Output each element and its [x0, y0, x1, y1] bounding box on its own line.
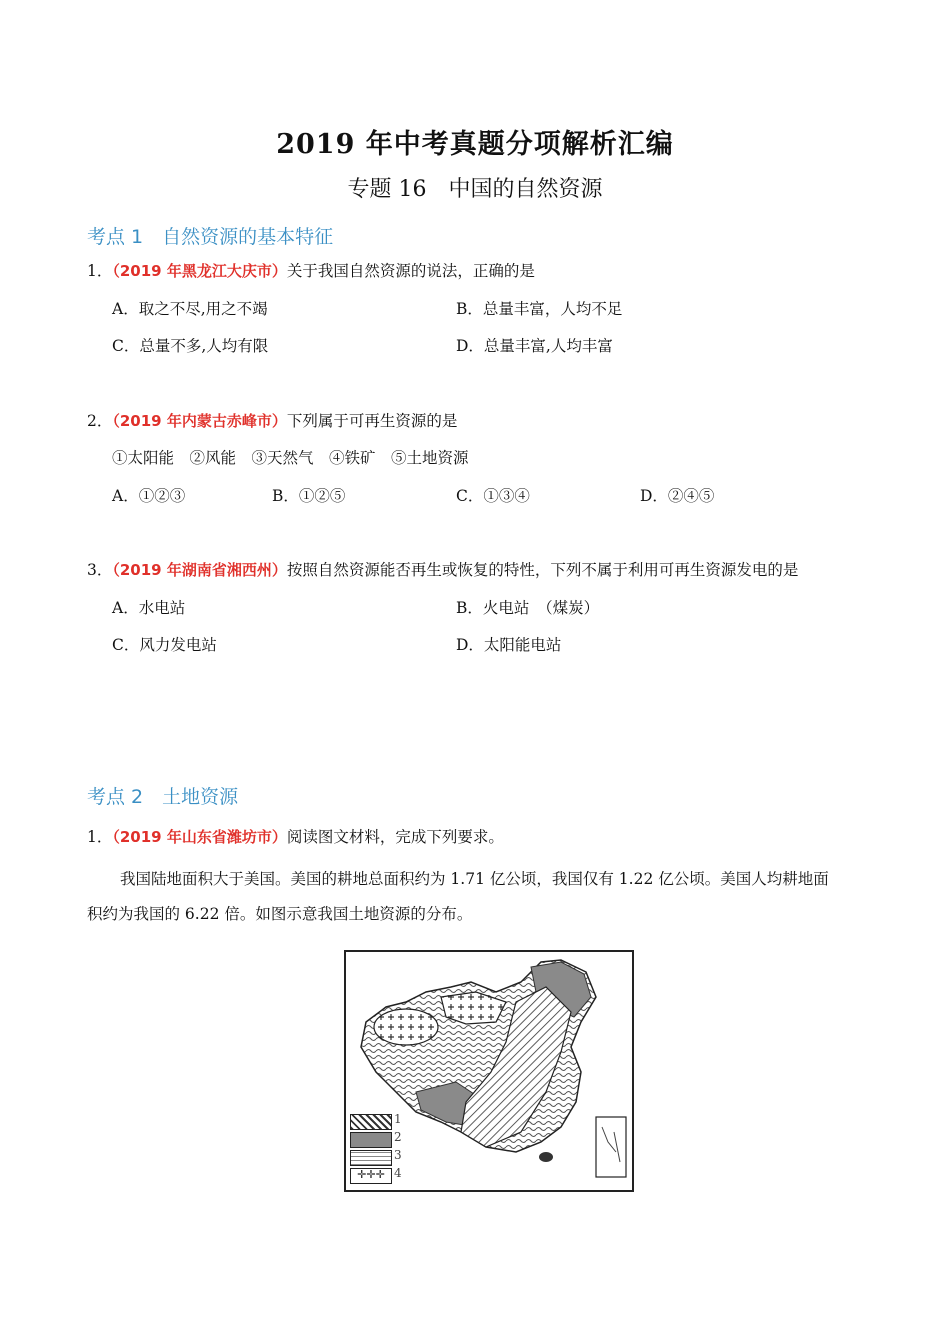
document-subtitle: 专题 16 中国的自然资源 — [347, 177, 603, 202]
legend-swatch-4: ✛✛✛ — [350, 1168, 392, 1184]
question-4 — [87, 825, 504, 847]
question-number: 2． — [87, 412, 113, 430]
material-paragraph-line-1: 我国陆地面积大于美国。美国的耕地总面积约为 1.71 亿公顷，我国仅有 1.22 亿公顷。美国人均耕地面 — [120, 870, 829, 888]
legend-label-4: 4 — [394, 1166, 402, 1180]
question-source: （2019 年山东省潍坊市） — [112, 828, 287, 846]
document-title: 2019 年中考真题分项解析汇编 — [276, 129, 674, 160]
question-stem: 关于我国自然资源的说法，正确的是 — [286, 262, 535, 280]
question-number: 1． — [87, 828, 113, 846]
option-d: D．太阳能电站 — [456, 636, 562, 654]
question-stem: 下列属于可再生资源的是 — [286, 412, 458, 430]
section-heading-1: 考点 1 自然资源的基本特征 — [87, 226, 334, 248]
question-source: （2019 年黑龙江大庆市） — [112, 262, 287, 280]
map-inset-south-sea — [596, 1117, 626, 1177]
option-a: A．取之不尽,用之不竭 — [112, 300, 268, 318]
question-source: （2019 年湖南省湘西州） — [112, 561, 287, 579]
option-c: C．总量不多,人均有限 — [112, 337, 269, 355]
option-a: A．水电站 — [112, 599, 186, 617]
option-d: D．②④⑤ — [640, 487, 715, 505]
question-number: 3． — [87, 561, 113, 579]
option-c: C．①③④ — [456, 487, 530, 505]
option-c: C．风力发电站 — [112, 636, 217, 654]
map-region-4 — [374, 1009, 438, 1045]
legend-label-3: 3 — [394, 1148, 402, 1162]
section-heading-2: 考点 2 土地资源 — [87, 786, 239, 808]
question-number: 1． — [87, 262, 113, 280]
legend-label-2: 2 — [394, 1130, 402, 1144]
question-stem: 阅读图文材料，完成下列要求。 — [286, 828, 504, 846]
question-2 — [87, 409, 457, 431]
question-items: ①太阳能 ②风能 ③天然气 ④铁矿 ⑤土地资源 — [112, 449, 469, 467]
legend-swatch-2 — [350, 1132, 392, 1148]
legend-label-1: 1 — [394, 1112, 402, 1126]
question-source: （2019 年内蒙古赤峰市） — [112, 412, 287, 430]
option-b: B．①②⑤ — [272, 487, 346, 505]
question-stem: 按照自然资源能否再生或恢复的特性，下列不属于利用可再生资源发电的是 — [286, 561, 799, 579]
option-b: B．总量丰富，人均不足 — [456, 300, 623, 318]
question-3 — [87, 558, 798, 580]
material-paragraph-line-2: 积约为我国的 6.22 倍。如图示意我国土地资源的分布。 — [87, 905, 473, 923]
option-a: A．①②③ — [112, 487, 186, 505]
option-b: B．火电站 （煤炭） — [456, 599, 600, 617]
legend-swatch-1 — [350, 1114, 392, 1130]
option-d: D．总量丰富,人均丰富 — [456, 337, 613, 355]
legend-swatch-3 — [350, 1150, 392, 1166]
question-1 — [87, 259, 535, 281]
china-land-resources-map — [344, 950, 634, 1192]
